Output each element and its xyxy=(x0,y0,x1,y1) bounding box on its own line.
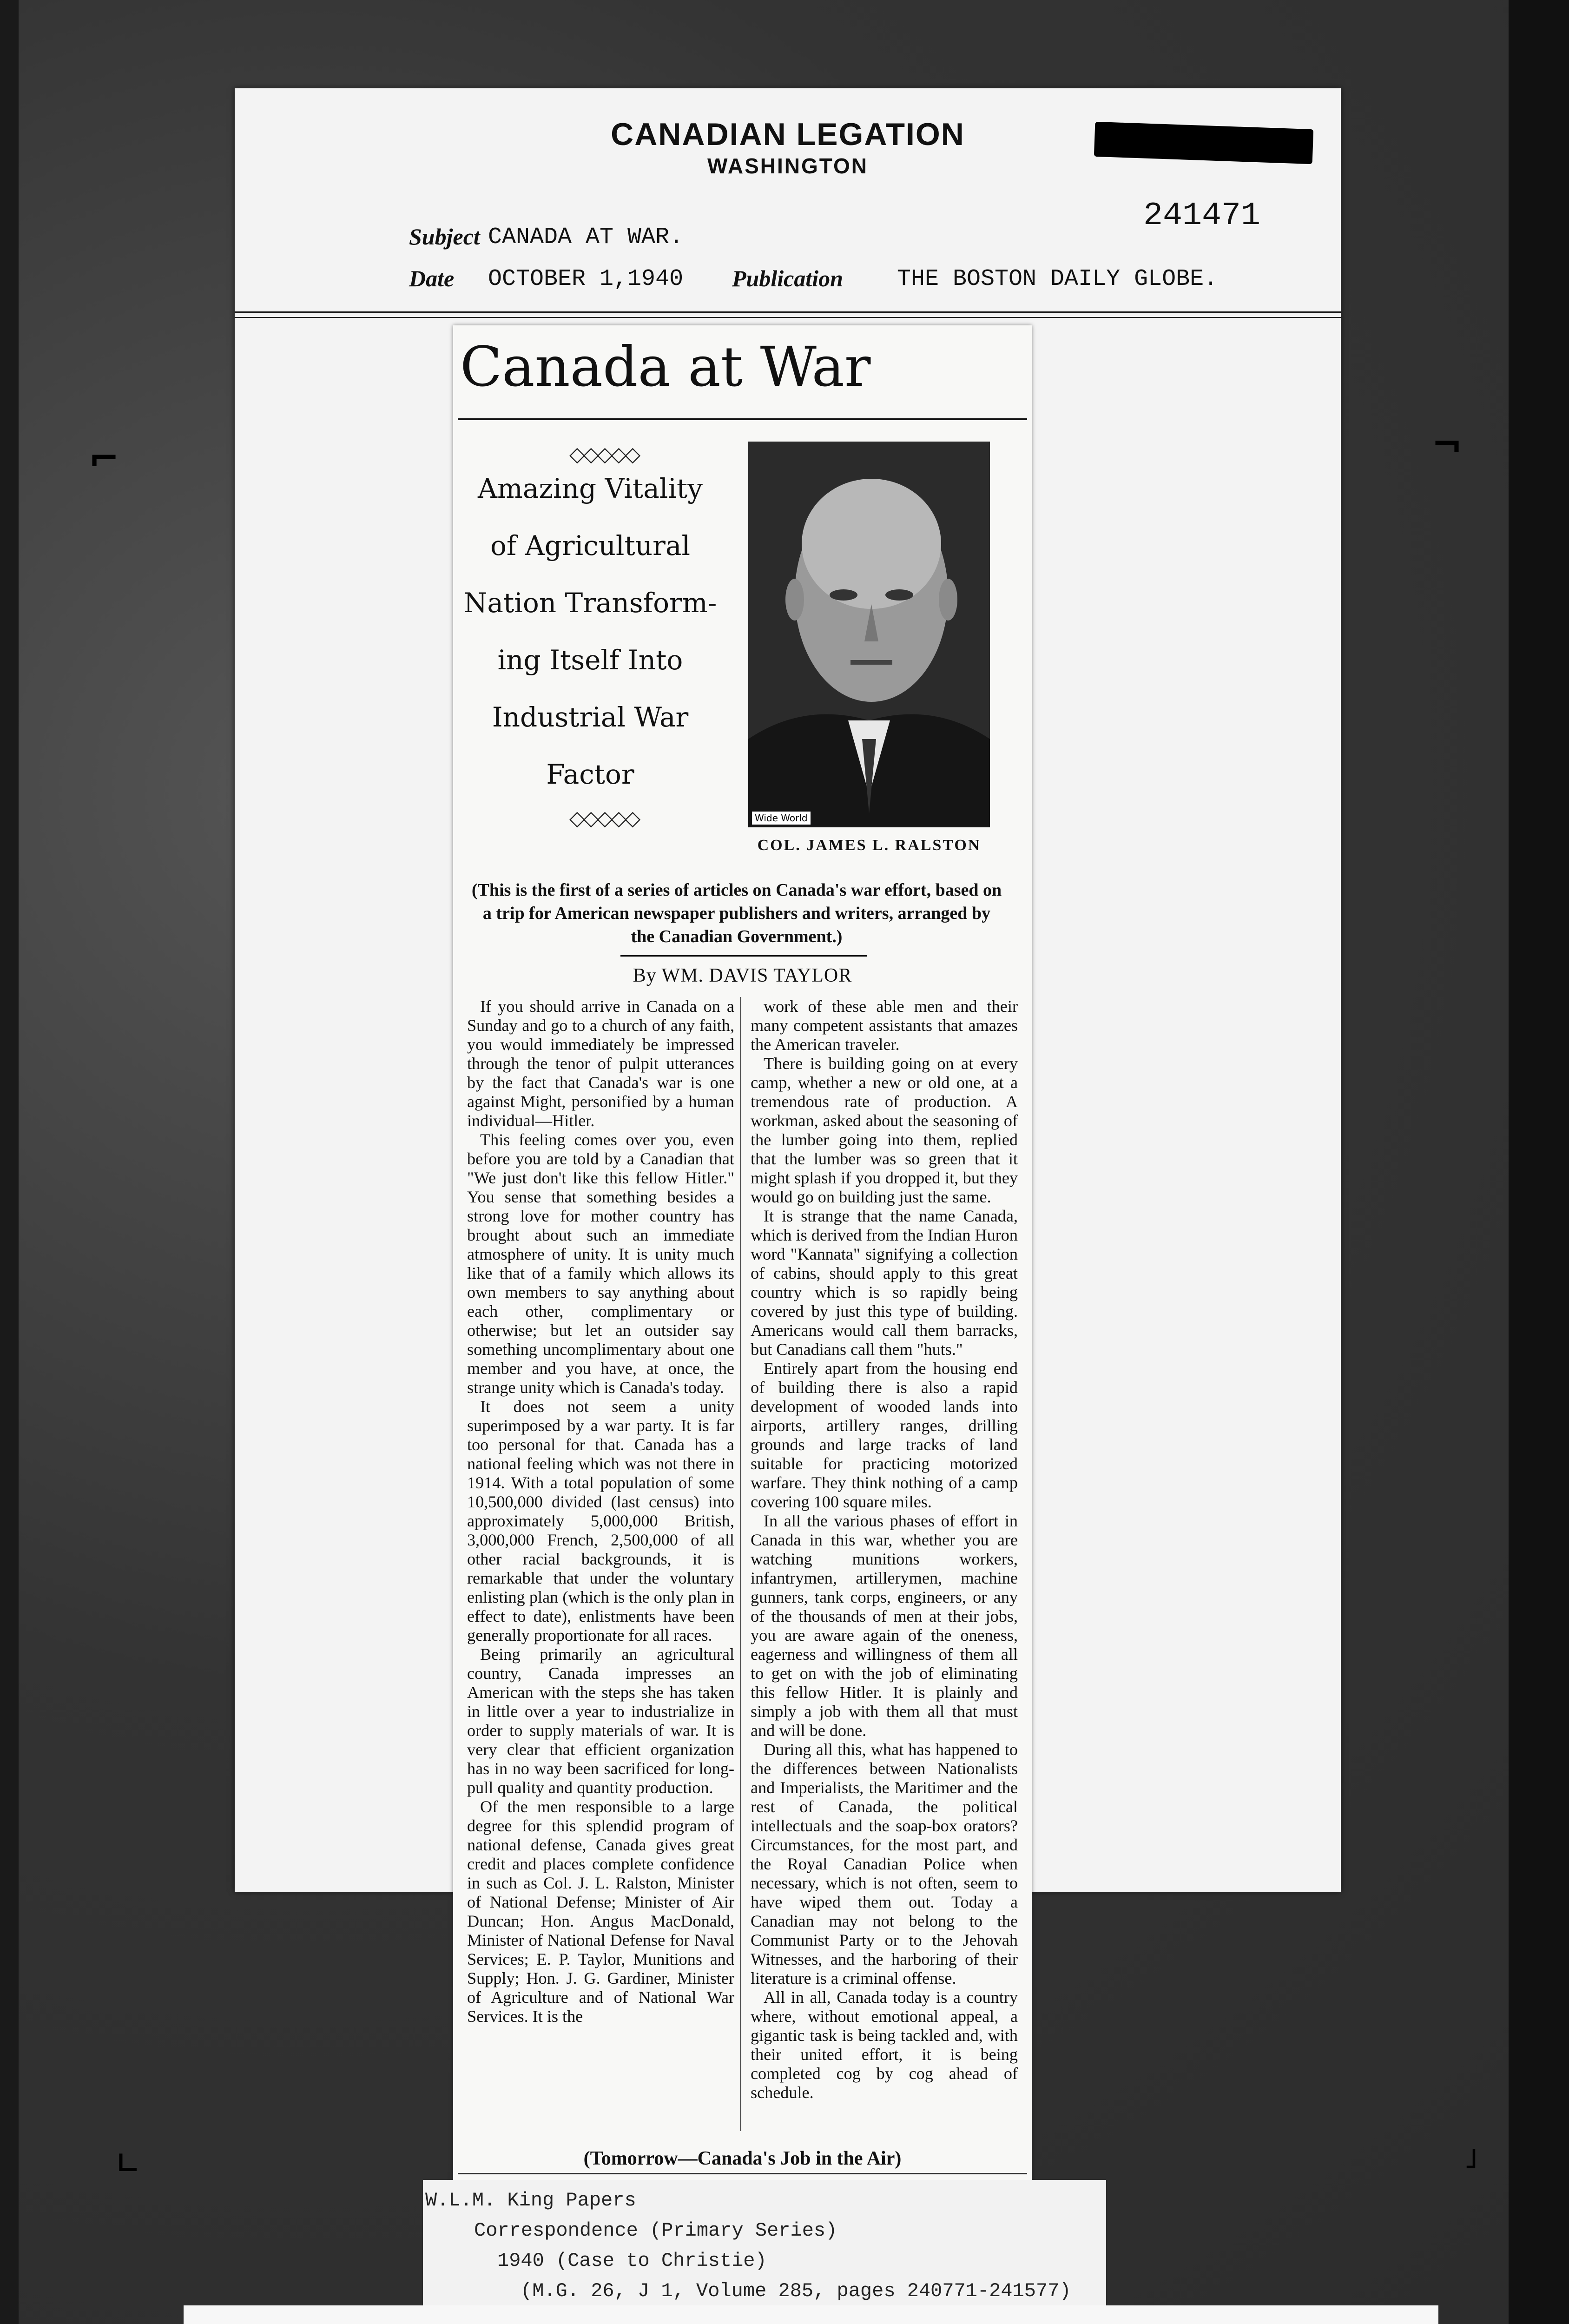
label-line: 1940 (Case to Christie) xyxy=(497,2250,767,2272)
article-paragraph: Of the men responsible to a large degree for this splendid program of national defense, Canada gives great credit and places complete confidence in such as Col. J. L. Ralston, Minister of National Defense; Minister of Air Duncan; Hon. Angus MacDonald, Minister of National Defense for Naval Services; E. P. Taylor, Munitions and Supply; Hon. J. G. Gardiner, Minister of Agriculture and of National War Services. It is the xyxy=(467,1797,734,2026)
crop-mark: ¬ xyxy=(1431,423,1463,466)
photo-credit: Wide World xyxy=(752,812,811,825)
article-paragraph: Being primarily an agricultural country, Canada impresses an American with the steps she has taken in little over a year to industrialize in order to supply materials of war. It is very clear that efficient organization has in no way been sacrificed for long-pull quality and quantity production. xyxy=(467,1645,734,1797)
article-byline: By WM. DAVIS TAYLOR xyxy=(633,965,852,986)
article-paragraph: All in all, Canada today is a country where, without emotional appeal, a gigantic task is being tackled and, with their united effort, it is being completed cog by cog ahead of schedule. xyxy=(751,1988,1018,2102)
portrait-image xyxy=(748,442,990,827)
article-paragraph: During all this, what has happened to the differences between Nationalists and Imperialists, the Maritimer and the rest of Canada, the political intellectuals and the soap-box orators? Circumstances, for the most part, and the Royal Canadian Police when necessary, which is not often, seem to have wiped them out. Today a Canadian may not belong to the Communist Party or to the Jehovah Witnesses, and the harboring of their literature is a criminal offense. xyxy=(751,1740,1018,1987)
divider-rule xyxy=(235,317,1341,318)
crop-mark: ⌐ xyxy=(88,437,120,480)
publication-value: THE BOSTON DAILY GLOBE. xyxy=(897,266,1218,292)
column-divider xyxy=(740,997,741,2131)
legation-heading: CANADIAN LEGATION xyxy=(611,117,965,152)
byline-rule xyxy=(620,955,867,957)
article-footer: (Tomorrow—Canada's Job in the Air) xyxy=(583,2148,902,2169)
date-value: OCTOBER 1,1940 xyxy=(488,266,684,292)
deck-line: of Agricultural xyxy=(490,530,690,561)
label-line: (M.G. 26, J 1, Volume 285, pages 240771-241577) xyxy=(521,2280,1071,2302)
article-paragraph: It is strange that the name Canada, which is derived from the Indian Huron word "Kannata" signifying a collection of cabins, should apply to this great country which is so rapidly being covered by just this type of building. Americans would call them barracks, but Canadians call them "huts." xyxy=(751,1207,1018,1359)
article-paragraph: There is building going on at every camp, whether a new or old one, at a tremendous rate of production. A workman, asked about the seasoning of the lumber going into them, replied that the lumber was so green that it might splash if you dropped it, but they would go on building just the same. xyxy=(751,1054,1018,1206)
crop-mark: ˩ xyxy=(1464,2143,1478,2175)
legation-subheading: WASHINGTON xyxy=(707,154,869,178)
article-deck xyxy=(453,460,727,803)
archive-typed-label xyxy=(423,2180,1106,2305)
article-paragraph: Entirely apart from the housing end of building there is also a rapid development of wooded lands into airports, artillery ranges, drilling grounds and large tracks of land suitable for practicing motorized warfare. They think nothing of a camp covering 100 square miles. xyxy=(751,1359,1018,1511)
portrait-photo xyxy=(748,442,990,827)
deck-line: Industrial War xyxy=(492,701,689,733)
subject-label: Subject xyxy=(409,224,480,250)
film-frame-right-edge xyxy=(1509,0,1569,2324)
article-paragraph: work of these able men and their many competent assistants that amazes the American traveler. xyxy=(751,997,1018,1054)
deck-line: Amazing Vitality xyxy=(478,473,703,504)
ornament-icon: ◇◇◇◇◇ xyxy=(569,442,639,466)
article-paragraph: If you should arrive in Canada on a Sunday and go to a church of any faith, you would immediately be impressed through the tenor of pulpit utterances by the fact that Canada's war is one against Might, personified by a human individual—Hitler. xyxy=(467,997,734,1130)
divider-rule xyxy=(235,311,1341,313)
label-line: Correspondence (Primary Series) xyxy=(474,2219,837,2242)
ornament-icon: ◇◇◇◇◇ xyxy=(569,806,639,830)
article-column-right xyxy=(751,997,1018,2102)
article-paragraph: In all the various phases of effort in Canada in this war, whether you are watching munitions workers, infantrymen, artillerymen, machine gunners, tank corps, engineers, or any of the thousands of men at their jobs, you are aware again of the oneness, eagerness and willingness of them all to get on with the job of eliminating this fellow Hitler. It is plainly and simply a job with them all that must and will be done. xyxy=(751,1512,1018,1740)
film-frame-left-edge xyxy=(0,0,19,2324)
public-archives-card xyxy=(184,2305,1438,2324)
deck-line: Factor xyxy=(546,759,634,790)
photo-caption: COL. JAMES L. RALSTON xyxy=(757,837,981,854)
footer-rule xyxy=(458,2173,1027,2174)
publication-label: Publication xyxy=(732,265,843,291)
article-title: Canada at War xyxy=(460,335,871,399)
crop-mark: ∟ xyxy=(116,2147,140,2180)
label-line: W.L.M. King Papers xyxy=(425,2189,636,2212)
deck-line: Nation Transform- xyxy=(463,587,717,619)
subject-value: CANADA AT WAR. xyxy=(488,224,684,251)
date-label: Date xyxy=(409,265,455,291)
deck-line: ing Itself Into xyxy=(497,644,683,676)
article-column-left xyxy=(467,997,734,2026)
article-paragraph: This feeling comes over you, even before you are told by a Canadian that "We just don't like this fellow Hitler." You sense that something besides a strong love for mother country has brought about such an immediate atmosphere of unity. It is unity much like that of a family which allows its own members to say anything about each other, complimentary or otherwise; but let an outsider say something uncomplimentary about one member and you have, at once, the strange unity which is Canada's today. xyxy=(467,1130,734,1397)
article-paragraph: It does not seem a unity superimposed by a war party. It is far too personal for that. Canada has a national feeling which was not there in 1914. With a total population of some 10,500,000 divided (last census) into approximately 5,000,000 British, 3,000,000 French, 2,500,000 of all other racial backgrounds, it is remarkable that under the voluntary enlisting plan (which is the only plan in effect to date), enlistments have been generally proportionate for all races. xyxy=(467,1397,734,1644)
newspaper-clipping xyxy=(453,325,1032,2189)
title-rule xyxy=(458,418,1027,420)
article-intro: (This is the first of a series of articles on Canada's war effort, based on a trip for American newspaper publishers and writers, arranged by the Canadian Government.) xyxy=(471,880,1002,946)
file-number: 241471 xyxy=(1143,198,1261,234)
